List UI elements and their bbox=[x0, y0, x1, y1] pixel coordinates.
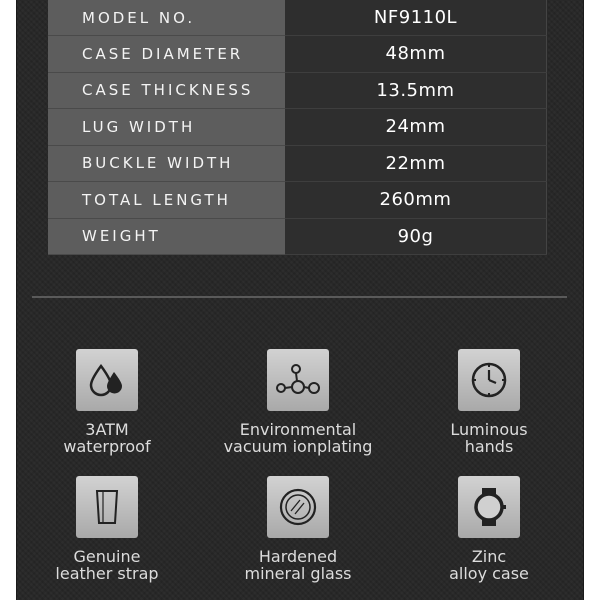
spec-value: 260mm bbox=[285, 182, 547, 218]
feature-line2: waterproof bbox=[63, 437, 151, 456]
feature-line2: hands bbox=[464, 437, 514, 456]
spec-row bbox=[48, 73, 547, 110]
spec-table bbox=[48, 0, 547, 255]
spec-row bbox=[48, 36, 547, 73]
spec-row bbox=[48, 146, 547, 183]
spec-value: 13.5mm bbox=[285, 73, 547, 109]
feature-mineral-glass bbox=[208, 476, 388, 582]
feature-zinc-case bbox=[399, 476, 579, 582]
spec-label: TOTAL LENGTH bbox=[48, 182, 285, 219]
feature-line1: 3ATM bbox=[85, 420, 129, 439]
feature-line1: Genuine bbox=[73, 547, 141, 566]
mineral-glass-icon bbox=[267, 476, 329, 538]
spec-value: 90g bbox=[285, 219, 547, 255]
feature-line2: vacuum ionplating bbox=[223, 437, 373, 456]
feature-ionplating bbox=[208, 349, 388, 455]
leather-strap-icon bbox=[76, 476, 138, 538]
feature-line2: mineral glass bbox=[244, 564, 352, 583]
water-drop-icon bbox=[76, 349, 138, 411]
feature-line1: Environmental bbox=[239, 420, 357, 439]
spec-label: WEIGHT bbox=[48, 219, 285, 256]
spec-value: 48mm bbox=[285, 36, 547, 72]
feature-line1: Luminous bbox=[450, 420, 528, 439]
spec-label: BUCKLE WIDTH bbox=[48, 146, 285, 183]
spec-value: 24mm bbox=[285, 109, 547, 145]
spec-value: NF9110L bbox=[285, 0, 547, 35]
spec-row bbox=[48, 182, 547, 219]
feature-waterproof bbox=[17, 349, 197, 455]
spec-label: MODEL NO. bbox=[48, 0, 285, 36]
feature-line2: alloy case bbox=[449, 564, 529, 583]
clock-icon bbox=[458, 349, 520, 411]
feature-leather-strap bbox=[17, 476, 197, 582]
spec-label: CASE DIAMETER bbox=[48, 36, 285, 73]
section-divider bbox=[32, 296, 567, 298]
molecule-icon bbox=[267, 349, 329, 411]
spec-label: CASE THICKNESS bbox=[48, 73, 285, 110]
spec-row bbox=[48, 219, 547, 256]
spec-value: 22mm bbox=[285, 146, 547, 182]
feature-line1: Hardened bbox=[258, 547, 338, 566]
spec-label: LUG WIDTH bbox=[48, 109, 285, 146]
feature-luminous bbox=[399, 349, 579, 455]
spec-row bbox=[48, 0, 547, 36]
feature-line1: Zinc bbox=[471, 547, 507, 566]
spec-row bbox=[48, 109, 547, 146]
feature-line2: leather strap bbox=[55, 564, 159, 583]
watch-case-icon bbox=[458, 476, 520, 538]
